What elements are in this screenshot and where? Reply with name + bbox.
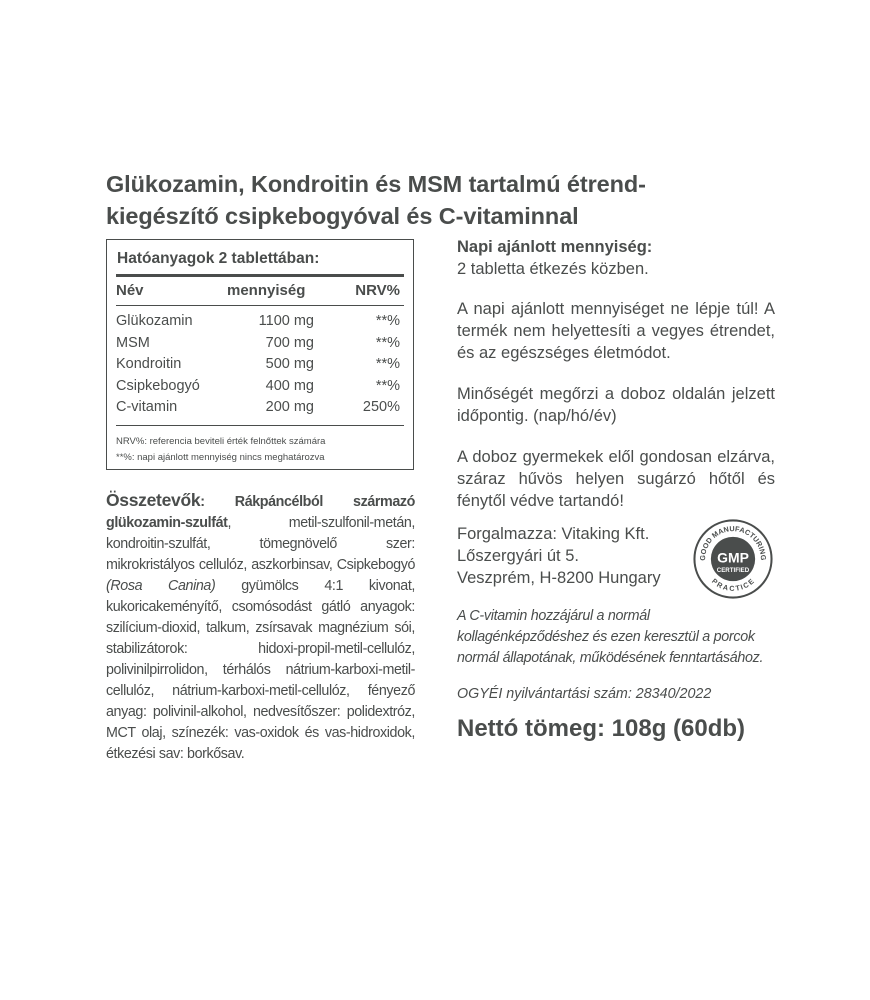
row-amount: 1100 mg (258, 313, 314, 329)
table-heading: Hatóanyagok 2 tablettában: (117, 250, 320, 267)
registration-number: OGYÉI nyilvántartási szám: 28340/2022 (457, 686, 712, 702)
gmp-center-text: GMP (717, 549, 749, 566)
row-name: Kondroitin (116, 356, 182, 372)
ingredients-label: Összetevők (106, 490, 201, 510)
table-row (107, 313, 413, 335)
table-row (107, 399, 413, 421)
row-name: Glükozamin (116, 313, 193, 329)
row-amount: 400 mg (265, 377, 314, 394)
table-body (107, 313, 413, 421)
note-nrv: NRV%: referencia beviteli érték felnőttek számára (116, 436, 326, 447)
ingredients-colon: : (200, 494, 235, 510)
dosage-text: 2 tabletta étkezés közben. (457, 260, 649, 278)
row-nrv: 250% (362, 399, 400, 415)
row-nrv: **% (375, 377, 400, 394)
net-weight: Nettó tömeg: 108g (60db) (457, 715, 746, 742)
product-title-line2: kiegészítő csipkebogyóval és C-vitaminnal (106, 203, 579, 229)
table-divider (116, 305, 404, 306)
gmp-bottom-text: PRACTICE (710, 576, 756, 593)
table-row (107, 378, 413, 400)
ingredients-italic: (Rosa Canina) (106, 578, 216, 594)
note-undefined: **%: napi ajánlott mennyiség nincs meghatározva (116, 452, 325, 463)
nutrition-table (106, 239, 414, 470)
ingredients-bold: Rákpáncélból származó glükozamin-szulfát (106, 494, 415, 531)
storage-text: A doboz gyermekek elől gondosan elzárva, száraz hűvös helyen sugárzó hőtől és fénytől védve tartandó! (457, 448, 775, 510)
distributor-line3: Veszprém, H-8200 Hungary (457, 569, 661, 587)
best-before-text: Minőségét megőrzi a doboz oldalán jelzett időpontig. (nap/hó/év) (457, 385, 775, 425)
ingredients-part1: , metil-szulfonil-metán, kondroitin-szulfát, tömegnövelő szer: mikrokristályos cellulóz, aszkorbinsav, Csipkebogyó (106, 515, 415, 573)
row-name: Csipkebogyó (116, 377, 200, 394)
gmp-certified-text: CERTIFIED (716, 567, 750, 575)
row-amount: 200 mg (265, 399, 314, 415)
column-header-name: Név (116, 282, 144, 299)
row-name: MSM (116, 334, 150, 351)
table-divider-bottom (116, 425, 404, 426)
ingredients-text (106, 490, 415, 765)
ingredients-part2: gyümölcs 4:1 kivonat, kukoricakeményítő, csomósodást gátló anyagok: szilícium-dioxid, talkum, zsírsavak magnézium sói, stabilizátorok: hidoxi-propil-metil-cellulóz, polivinilpirrolidon, térhálós nátrium-karboxi-metil-cellulóz, nátrium-karboxi-metil-cellulóz, fényező anyag: polivinil-alkohol, nedvesítőszer: polidextróz, MCT olaj, színezék: vas-oxidok és vas-hidroxidok, étkezési sav: borkősav. (106, 578, 415, 762)
health-claim: A C-vitamin hozzájárul a normál kollagénképződéshez és ezen keresztül a porcok normál állapotának, működésének fenntartásához. (457, 608, 764, 666)
warning-text: A napi ajánlott mennyiséget ne lépje túl! A termék nem helyettesíti a vegyes étrendet, és az egészséges életmódot. (457, 300, 775, 362)
row-name: C-vitamin (116, 399, 178, 415)
row-nrv: **% (375, 334, 400, 351)
dosage-block (457, 236, 775, 280)
table-row (107, 335, 413, 357)
gmp-top-text: GOOD MANUFACTURING (698, 524, 768, 561)
table-notes (116, 434, 325, 466)
distributor-line2: Lőszergyári út 5. (457, 547, 579, 565)
distributor-line1: Forgalmazza: Vitaking Kft. (457, 525, 650, 543)
table-row (107, 356, 413, 378)
row-amount: 500 mg (265, 356, 314, 372)
column-header-amount: mennyiség (227, 282, 306, 299)
product-title (106, 168, 786, 232)
table-divider-thick (116, 274, 404, 277)
row-nrv: **% (375, 313, 400, 329)
dosage-heading: Napi ajánlott mennyiség: (457, 238, 653, 256)
product-title-line1: Glükozamin, Kondroitin és MSM tartalmú étrend- (106, 171, 646, 197)
row-amount: 700 mg (265, 334, 314, 351)
column-header-nrv: NRV% (355, 282, 400, 299)
row-nrv: **% (375, 356, 400, 372)
gmp-badge-icon (692, 518, 774, 600)
